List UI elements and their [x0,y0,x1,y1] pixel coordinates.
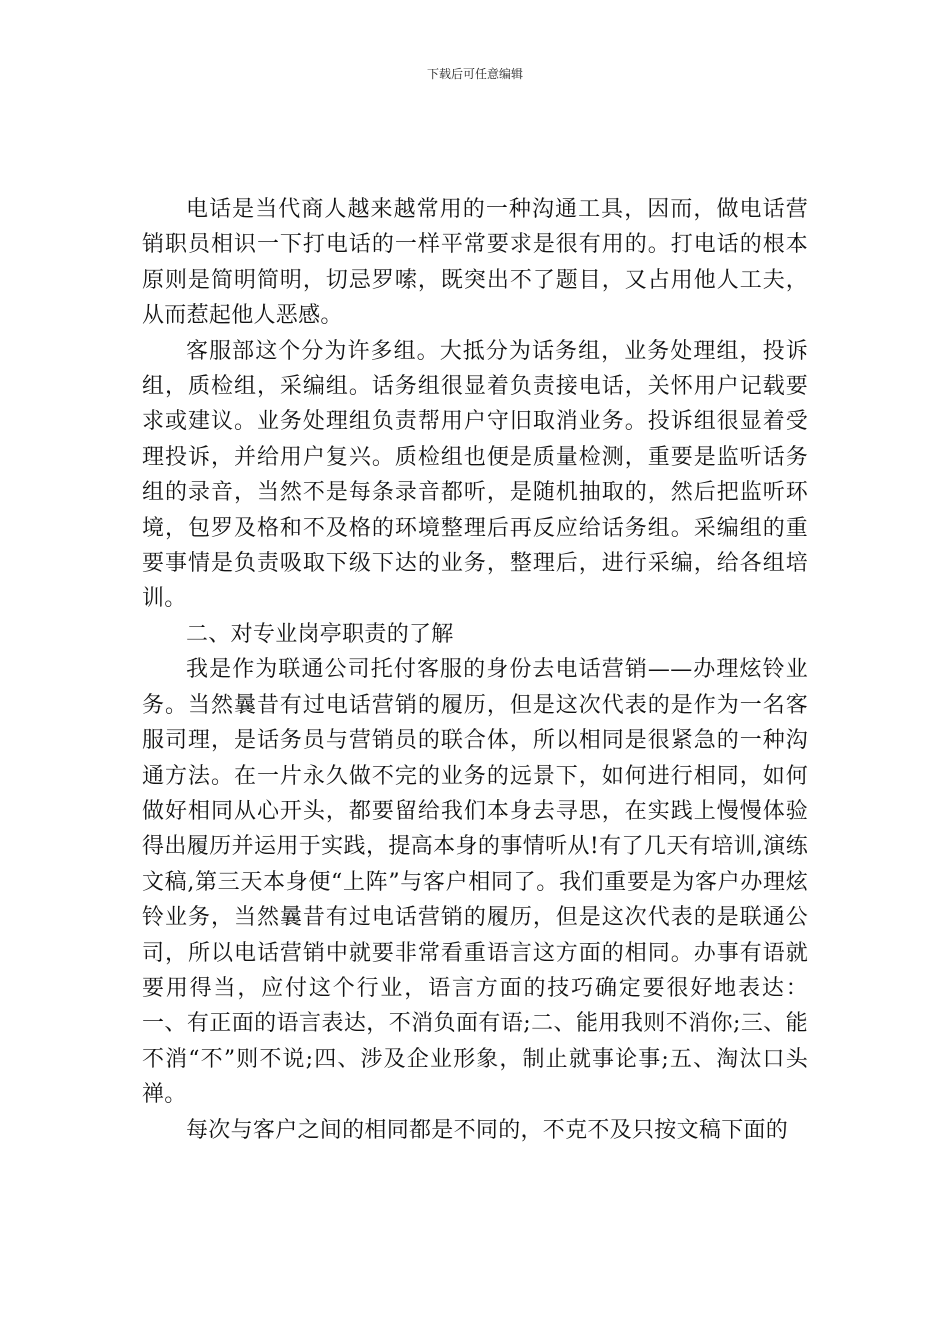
paragraph-customer-service-groups: 客服部这个分为许多组。大抵分为话务组，业务处理组，投诉组，质检组，采编组。话务组很显着负责接电话，关怀用户记载要求或建议。业务处理组负责帮用户守旧取消业务。投诉组很显着受理投诉，并给用户复兴。质检组也便是质量检测，重要是监听话务组的录音，当然不是每条录音都听，是随机抽取的，然后把监听环境，包罗及格和不及格的环境整理后再反应给话务组。采编组的重要事情是负责吸取下级下达的业务，整理后，进行采编，给各组培训。 [142,338,808,612]
paragraph-customer-communication: 每次与客户之间的相同都是不同的，不克不及只按文稿下面的 [186,1117,789,1143]
section-heading-job-duties: 二、对专业岗亭职责的了解 [186,621,454,647]
paragraph-phone-etiquette: 电话是当代商人越来越常用的一种沟通工具，因而，做电话营销职员相识一下打电话的一样平常要求是很有用的。打电话的根本原则是简明简明，切忌罗嗦，既突出不了题目，又占用他人工夫，从而惹起他人恶感。 [142,197,808,329]
page-header: 下载后可任意编辑 [426,67,523,81]
paragraph-telemarketing-experience: 我是作为联通公司托付客服的身份去电话营销——办理炫铃业务。当然曩昔有过电话营销的履历，但是这次代表的是作为一名客服司理，是话务员与营销员的联合体，所以相同是很紧急的一种沟通方法。在一片永久做不完的业务的远景下，如何进行相同，如何做好相同从心开头，都要留给我们本身去寻思，在实践上慢慢体验得出履历并运用于实践，提高本身的事情听从!有了几天有培训,演练文稿,第三天本身便“上阵”与客户相同了。我们重要是为客户办理炫铃业务，当然曩昔有过电话营销的履历，但是这次代表的是联通公司，所以电话营销中就要非常看重语言这方面的相同。办事有语就要用得当，应付这个行业，语言方面的技巧确定要很好地表达：一、有正面的语言表达，不消负面有语;二、能用我则不消你;三、能不消“不”则不说;四、涉及企业形象，制止就事论事;五、淘汰口头禅。 [142,657,808,1108]
document-body [142,192,808,1148]
